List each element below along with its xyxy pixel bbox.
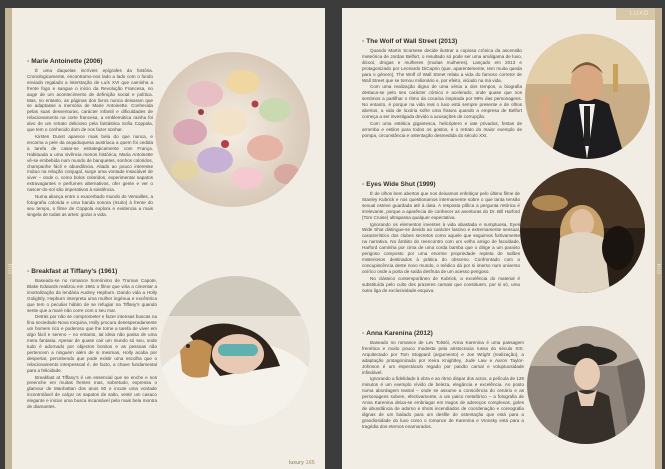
paragraph: É de olhos bem abertos que nos deixamos enfeitiçar pelo último filme de Stanley Kubrick e nos questionamos internamente sobre o que tanta tensão sexual esteve guardada até à data. A resposta pôlica a pergunta retórica é irrelevante, porque a aparência de conhecer as aventuras do Dr. Bill Harford (Tom Cruise) ultrapassa qualquer expectativa. <box>362 191 520 220</box>
photo-eyes-wide-shut <box>520 168 645 293</box>
paragraph: Baseado-se no romance homónimo de Truman Capote, Blake Edwards realizou em 1961 o filme que viria a cimentar a imortalização da lendária Audrey Hepburn. Dando vida a Holly Golightly, Hepburn interpreta uma mulher ingénua e excêntrica que tem o peculiar hábito de se refugiar na Tiffany’s quando sente que a maré não corre com o seu mar. <box>27 278 157 313</box>
paragraph: Breakfast at Tiffany’s é um essencial que se enche e nos preenche em muitas frentes mas, sobretudo, expressa o glamour de Manhattan dos anos 60 e incute uma vontade incontrolável de calçar os sapatos de salto, vestir um casaco elegante e iniciar uma busca incansável pela mais bela montra de diamantes. <box>27 374 157 410</box>
paragraph: Ignorando a fidelidade à obra e ao ritmo dispar dos actos, a película de 129 minutos é um exemplo vívido de beleza, elegância e excelência. Ao posto numa abordagem teatral – onde se assume a consciência do cenário e as personagens sobem, efectivamente, a um palco metafórico – a fotografia de Anna Karenina deixa-se embriagar em tragos de adereços complexos, goles de abundância de adorno e shots incendiados de coordenação e coreografia dignas de um bailado para um desfile de ostentação que está para a grandiosidade do luxo como o romance de Karenina e Vronsky está para a tragédia dos eternos enamorados. <box>362 376 524 429</box>
section-title-marie-antoinette: • Marie Antoinette (2006) <box>27 58 103 65</box>
article-eyes-wide-shut <box>362 191 520 321</box>
paragraph: Com uma estética gigantesca, helicóptero e iate privados, festas de arromba e estilos para todos os gostos, é o retrato do maior exemplo de pompa, circunstância e ostentação desmedida do século XXI. <box>362 120 522 138</box>
article-wolf-of-wall-street <box>362 48 522 166</box>
page-folio: luxury 165 <box>288 460 315 466</box>
paragraph: Baseado no romance de Lev Tolstói, Anna Karenina é uma passagem frenética e muito pouco modesta pela aristocracia russa do século XIX. Arquitectado por Tom Stoppard (argumento) e Joe Wright (realização), a adaptação protagonizada por Keira Knightley, Jude Law e Aaron Taylor-Johnson é um espectáculo regado por paixão carnal e voluptuosidade infindável. <box>362 340 524 375</box>
paragraph: Ignorando os elementos inventes à vida abastada e sumptuosa, Eyes Wide Shut distingue-se devido ao carácter lascivo e extremamente sensual, característico dos clubes secretos como aquele que seguimos furtivamente na narrativa. No âmbito do reencontro com um velho amigo de faculdade, Harford caminha por cima de uma corda bamba que o dirige a um paraíso perigoso composto por uma enorme propriedade repleta de salões misteriosos destinados à prática do obsceno. Confrontado com a concupiscência deste novo mundo, o médico dá por si imerso num universo onírico onde a porta de saída desfruta de um acesso perigoso. <box>362 221 520 274</box>
left-page <box>5 8 325 469</box>
photo-anna-karenina <box>527 326 645 444</box>
paragraph: Com uma realização digna de uma vénia a dos tempos, a biografia destaca-se pelo seu carácter cómico e acelerado, onde quase que nos sentimos a partilhar o ritmo da cocaína inspirada por 99% das personagens. No entanto, é porque na vida real o luxo está sempre presente e de olhos abertos, a vida de luxúria sofre uma fratura quando a empresa de Belfort começa a ser investigada devido a acusações de corrupção. <box>362 84 522 119</box>
right-page <box>342 8 662 469</box>
champagne-glass <box>613 64 618 92</box>
photo-holly-golightly-sleeping <box>160 276 310 426</box>
section-header: LUXO <box>616 8 662 20</box>
paragraph: Numa aliança entre o exacerbado mundo de Versailles, a fotografia colorida e uma banda sonora (muito) à frente do seu tempo, o filme de Coppola explora e evidencia a mais singela de todas as artes: gozar a vida. <box>27 194 153 217</box>
paragraph: No clássico contemporâneo de Kubrick, a excelência do material é substituída pelo culto dos prazeres carnais que constituem, por si só, uma outra liga de exclusividade esquiva. <box>362 275 520 293</box>
article-marie-antoinette <box>27 68 153 268</box>
paragraph: Quando Martin Scorsese decide ilustrar a copiosa crónica da ascensão meteórica de Jordan Belfort, o resultado só pode ser uma amálgama de luxo, álcool, drogas e mulheres (muitas mulheres). Lançado em 2013 e protagonizado por Leonardo DiCaprio (que, aparentemente, tem muita queda para o género), The Wolf of Wall Street relata a vida do famoso corretor de Wall Street que se tornou milionário e, por efeito, viciado na má vida. <box>362 48 522 83</box>
photo-macarons <box>155 52 310 207</box>
left-edge-strip <box>5 8 12 469</box>
right-edge-label: RIO <box>655 264 661 275</box>
sleep-mask <box>218 344 258 356</box>
article-breakfast-at-tiffanys <box>27 278 157 458</box>
paragraph: Kirsten Dunst aparece mais bela do que nunca, e encarna a pele da arquiduquesa austríaca a quem foi cedida a tarefa de casar-se estrategicamente com França. Habituada a uma vivência menos histórica, Maria Antoinette vê-se embebida num mundo de banquetes, sonhos coloridos, champanhe fácil e abundância. Aliado ao pouco interesse mútuo na relação conjugal, surge uma vontade insaciável de viver – onde o, como bolos coloridos, experimentar sapatos extravagantes e perfumes alternativos, ofer gente e ver o nascer-do-sol são imperativos à existência. <box>27 133 153 193</box>
paragraph: Detrás por não se comprometer e fazer intensas buscas na fina sociedade Nova Iorquina, Holly procura desesperadamente um homem rico e poderoso que lhe torne a tarefa de viver em algo fácil e sereno – no entanto, tal ideia não passa de uma mera fantasia. Apesar de quase cair um mundo só seu, onde tudo é adornado por objectos bonitos e as pessoas não pertencem a ninguém além de si mesmas, Holly acaba por despertar, percebendo que pode existir uma escolha que o relacionamento interpessoal é, de facto, a chave fundamental para a felicidade. <box>27 314 157 373</box>
section-title-breakfast-at-tiffanys: • Breakfast at Tiffany’s (1961) <box>27 268 118 275</box>
right-edge-strip <box>655 8 662 469</box>
section-title-eyes-wide-shut: • Eyes Wide Shut (1999) <box>362 181 436 188</box>
article-anna-karenina <box>362 340 524 462</box>
left-edge-label: RIO <box>6 264 12 275</box>
section-title-wolf-of-wall-street: • The Wolf of Wall Street (2013) <box>362 38 458 45</box>
section-title-anna-karenina: • Anna Karenina (2012) <box>362 330 433 337</box>
paragraph: É uma daquelas incríveis epígrafes da história. Cronologicamente, encontramo-nos lado a lado com o fundo enviado regalado a interstação de Luís XVI que caminha a frente fogo e sangue o início da Revolução Francesa, no auge de um acontecimento de definição social e política. Mas, no entanto, as páginas dos livros nunca deixaram que se adaptasse a memória de Marie Antoinette. Conhecida pelas suas desventuras, carácter infantil e dificuldades de relacionamento na corte francesa, a emblemática rainha foi alvo de um retrato delicioso pela fantástica Sofia Coppola, que tem o conhecido dom de nos fazer sonhar. <box>27 68 153 133</box>
photo-dicaprio-champagne <box>525 34 650 159</box>
